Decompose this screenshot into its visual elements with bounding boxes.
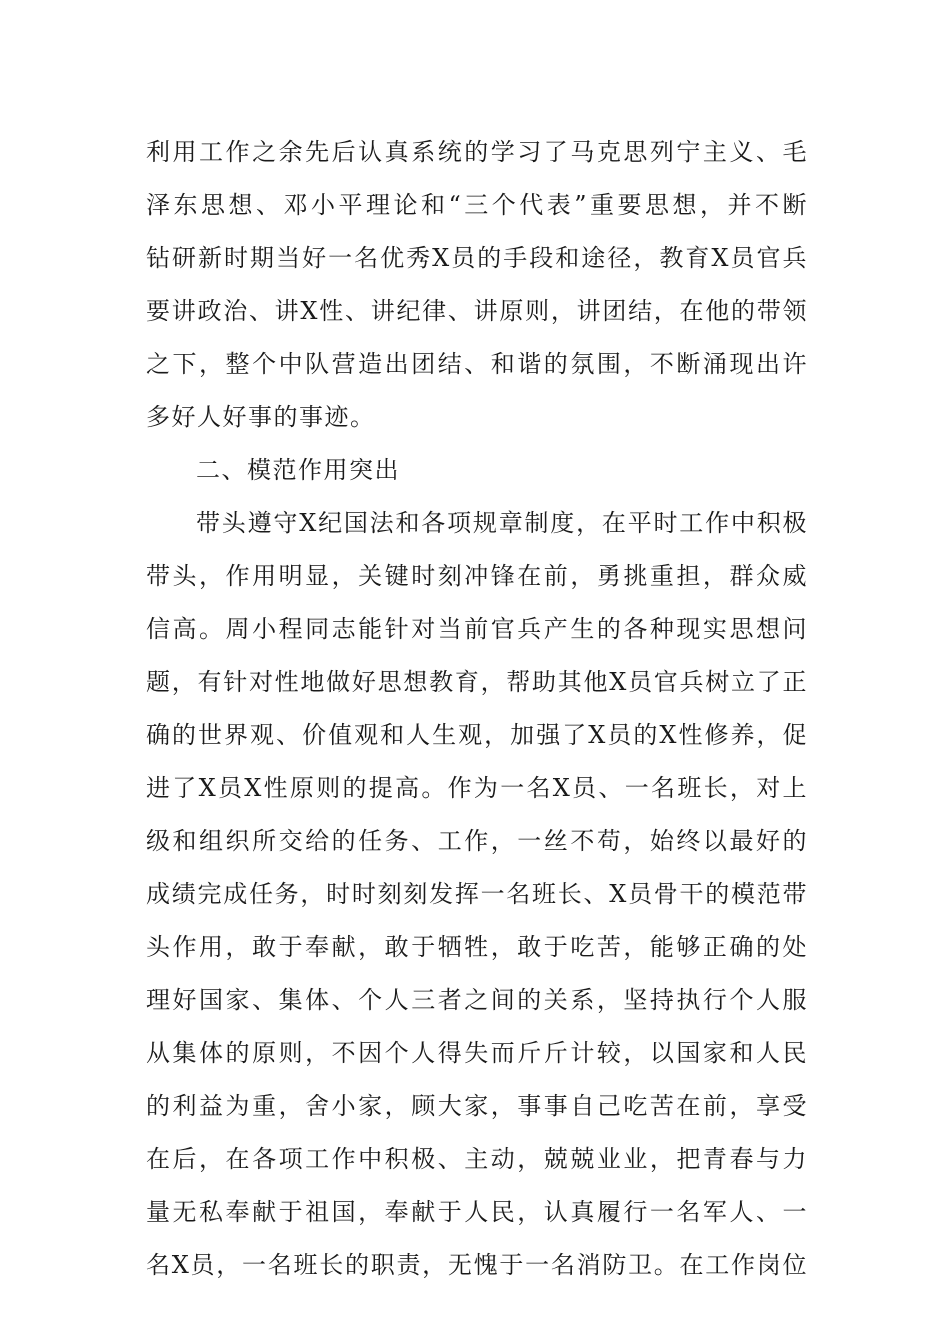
- text-line: 利用工作之余先后认真系统的学习了马克思列宁主义、毛: [146, 138, 808, 166]
- paragraph-1: [146, 126, 808, 444]
- text-line: 成绩完成任务，时时刻刻发挥一名班长、X员骨干的模范带: [146, 880, 808, 908]
- text-line: 要讲政治、讲X性、讲纪律、讲原则，讲团结，在他的带领: [146, 297, 808, 325]
- text-line: 多好人好事的事迹。: [146, 403, 376, 431]
- text-line: 信高。周小程同志能针对当前官兵产生的各种现实思想问: [146, 615, 808, 643]
- text-line: 级和组织所交给的任务、工作，一丝不苟，始终以最好的: [146, 827, 808, 855]
- text-line: 在后，在各项工作中积极、主动，兢兢业业，把青春与力: [146, 1145, 808, 1173]
- text-line: 带头遵守X纪国法和各项规章制度，在平时工作中积极: [196, 509, 808, 537]
- text-line: 进了X员X性原则的提高。作为一名X员、一名班长，对上: [146, 774, 808, 802]
- text-line: 泽东思想、邓小平理论和“三个代表”重要思想，并不断: [146, 191, 808, 219]
- text-line: 理好国家、集体、个人三者之间的关系，坚持执行个人服: [146, 986, 808, 1014]
- text-line: 题，有针对性地做好思想教育，帮助其他X员官兵树立了正: [146, 668, 808, 696]
- text-line: 名X员，一名班长的职责，无愧于一名消防卫。在工作岗位: [146, 1251, 808, 1279]
- document-body: [146, 126, 808, 1292]
- text-line: 之下，整个中队营造出团结、和谐的氛围，不断涌现出许: [146, 350, 808, 378]
- text-line: 钻研新时期当好一名优秀X员的手段和途径，教育X员官兵: [146, 244, 808, 272]
- section-heading: 二、模范作用突出: [196, 456, 400, 484]
- text-line: 确的世界观、价值观和人生观，加强了X员的X性修养，促: [146, 721, 808, 749]
- text-line: 从集体的原则，不因个人得失而斤斤计较，以国家和人民: [146, 1039, 808, 1067]
- paragraph-2: [146, 497, 808, 1292]
- text-line: 的利益为重，舍小家，顾大家，事事自己吃苦在前，享受: [146, 1092, 808, 1120]
- text-line: 带头，作用明显，关键时刻冲锋在前，勇挑重担，群众威: [146, 562, 808, 590]
- text-line: 量无私奉献于祖国，奉献于人民，认真履行一名军人、一: [146, 1198, 808, 1226]
- text-line: 头作用，敢于奉献，敢于牺牲，敢于吃苦，能够正确的处: [146, 933, 808, 961]
